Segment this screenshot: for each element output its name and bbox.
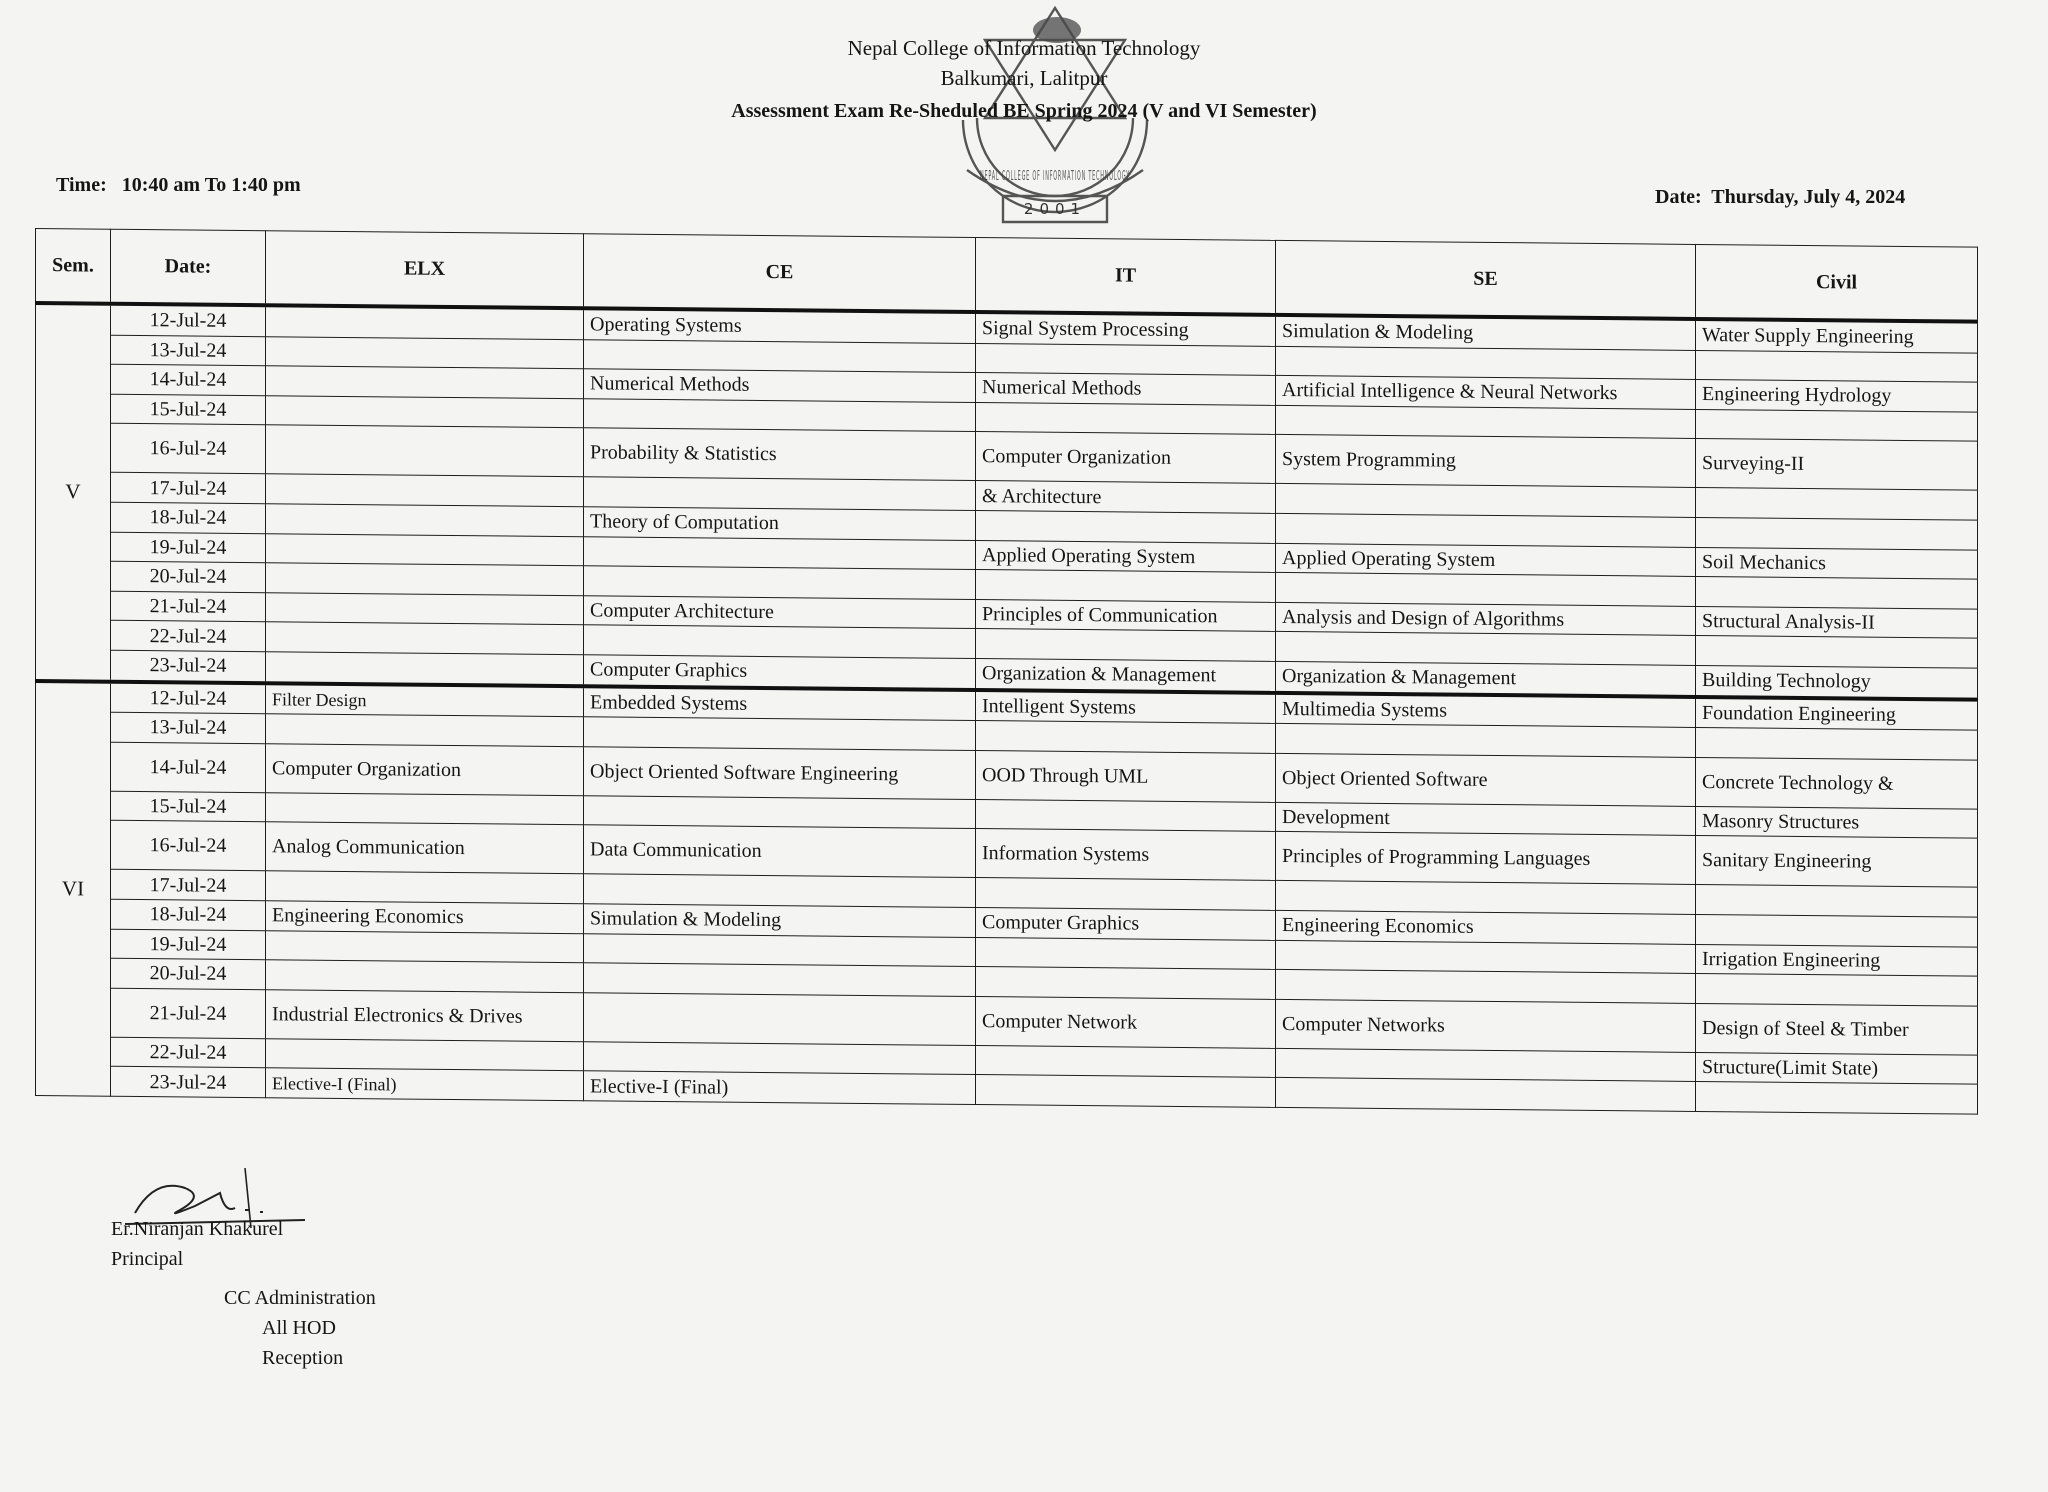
semester-label-vi: VI (36, 681, 111, 1097)
it-cell (976, 967, 1276, 999)
date-cell: 23-Jul-24 (111, 650, 266, 683)
se-cell: Development (1276, 802, 1696, 836)
it-cell (976, 937, 1276, 969)
semester-label-v: V (36, 303, 111, 681)
it-cell (976, 629, 1276, 661)
se-cell (1276, 970, 1696, 1004)
ce-cell: Numerical Methods (584, 369, 976, 402)
date-cell: 14-Jul-24 (111, 742, 266, 792)
cc-item-hod: All HOD (262, 1317, 336, 1339)
civil-cell (1696, 488, 1978, 520)
date-cell: 15-Jul-24 (111, 394, 266, 425)
it-cell: OOD Through UML (976, 750, 1276, 802)
civil-cell: Sanitary Engineering (1696, 836, 1978, 888)
ce-cell (584, 566, 976, 599)
civil-cell (1696, 577, 1978, 609)
time-label: Time: (56, 174, 107, 196)
semester-vi-rows (36, 681, 1978, 1114)
date-cell: 20-Jul-24 (111, 958, 266, 989)
se-cell: Simulation & Modeling (1276, 315, 1696, 350)
elx-cell (266, 366, 584, 399)
date-cell: 20-Jul-24 (111, 561, 266, 592)
time-value: 10:40 am To 1:40 pm (121, 174, 301, 196)
elx-cell (266, 592, 584, 625)
date-label: Date: (1655, 186, 1702, 208)
se-cell: Analysis and Design of Algorithms (1276, 602, 1696, 636)
date-cell: 18-Jul-24 (111, 502, 266, 533)
date-cell: 17-Jul-24 (111, 870, 266, 901)
elx-cell (266, 1038, 584, 1071)
it-cell: & Architecture (976, 481, 1276, 513)
se-cell (1276, 881, 1696, 915)
it-cell (976, 570, 1276, 602)
column-header-ce: CE (584, 234, 976, 312)
signer-name: Er.Niranjan Khakurel (111, 1218, 284, 1240)
elx-cell (266, 395, 584, 428)
civil-cell (1696, 885, 1978, 917)
se-cell (1276, 346, 1696, 380)
it-cell: Applied Operating System (976, 540, 1276, 572)
se-cell: Object Oriented Software (1276, 753, 1696, 806)
civil-cell (1696, 1082, 1978, 1114)
civil-cell (1696, 350, 1978, 382)
column-header-se: SE (1276, 240, 1696, 319)
ce-cell (584, 963, 976, 996)
civil-cell: Water Supply Engineering (1696, 319, 1978, 353)
elx-cell (266, 305, 584, 339)
civil-cell: Masonry Structures (1696, 806, 1978, 838)
it-cell: Principles of Communication (976, 599, 1276, 631)
elx-cell (266, 425, 584, 477)
civil-cell: Concrete Technology & (1696, 757, 1978, 809)
elx-cell (266, 930, 584, 963)
civil-cell: Design of Steel & Timber (1696, 1003, 1978, 1055)
se-cell (1276, 632, 1696, 666)
it-cell: Signal System Processing (976, 312, 1276, 346)
elx-cell: Industrial Electronics & Drives (266, 989, 584, 1041)
se-cell: Principles of Programming Languages (1276, 832, 1696, 885)
elx-cell (266, 871, 584, 904)
date-cell: 19-Jul-24 (111, 929, 266, 960)
date-cell: 19-Jul-24 (111, 532, 266, 563)
ce-cell: Computer Graphics (584, 655, 976, 690)
elx-cell (266, 563, 584, 596)
it-cell (976, 1075, 1276, 1107)
ce-cell (584, 477, 976, 510)
elx-cell: Engineering Economics (266, 901, 584, 934)
elx-cell (266, 652, 584, 686)
civil-cell (1696, 914, 1978, 946)
it-cell: Computer Network (976, 996, 1276, 1048)
civil-cell: Surveying-II (1696, 439, 1978, 491)
date-cell: 14-Jul-24 (111, 364, 266, 395)
semester-v-rows (36, 303, 1978, 699)
se-cell (1276, 405, 1696, 439)
date-cell: 12-Jul-24 (111, 304, 266, 337)
elx-cell: Elective-I (Final) (266, 1068, 584, 1101)
se-cell: Applied Operating System (1276, 543, 1696, 577)
ce-cell: Operating Systems (584, 308, 976, 343)
date-cell: 17-Jul-24 (111, 473, 266, 504)
ce-cell: Embedded Systems (584, 686, 976, 721)
notice-date (1655, 186, 1905, 209)
se-cell: Computer Networks (1276, 999, 1696, 1052)
ce-cell (584, 992, 976, 1045)
date-cell: 12-Jul-24 (111, 681, 266, 714)
ce-cell (584, 339, 976, 372)
date-cell: 21-Jul-24 (111, 988, 266, 1038)
civil-cell: Building Technology (1696, 665, 1978, 699)
elx-cell (266, 474, 584, 507)
elx-cell (266, 622, 584, 655)
civil-cell (1696, 517, 1978, 549)
se-cell (1276, 1048, 1696, 1082)
college-address: Balkumari, Lalitpur (940, 66, 1108, 90)
seal-text: NEPAL COLLEGE OF INFORMATION TECHNOLOGY (980, 169, 1130, 184)
date-cell: 16-Jul-24 (111, 821, 266, 871)
se-cell: Multimedia Systems (1276, 692, 1696, 727)
exam-schedule-table (35, 228, 1978, 1115)
se-cell (1276, 940, 1696, 974)
date-value: Thursday, July 4, 2024 (1711, 186, 1906, 208)
se-cell: System Programming (1276, 435, 1696, 488)
it-cell (976, 878, 1276, 910)
date-cell: 22-Jul-24 (111, 621, 266, 652)
ce-cell: Object Oriented Software Engineering (584, 746, 976, 799)
date-cell: 16-Jul-24 (111, 424, 266, 474)
ce-cell (584, 933, 976, 966)
cc-list (224, 1283, 376, 1373)
se-cell (1276, 513, 1696, 547)
civil-cell: Irrigation Engineering (1696, 944, 1978, 976)
elx-cell (266, 336, 584, 369)
date-cell: 13-Jul-24 (111, 335, 266, 366)
ce-cell: Probability & Statistics (584, 428, 976, 481)
date-cell: 22-Jul-24 (111, 1037, 266, 1068)
exam-time (56, 174, 301, 197)
elx-cell (266, 960, 584, 993)
seal-year: 2001 (1023, 200, 1087, 218)
ce-cell: Elective-I (Final) (584, 1071, 976, 1104)
signer-role: Principal (111, 1248, 184, 1270)
elx-cell (266, 792, 584, 825)
cc-label: CC (224, 1287, 251, 1309)
it-cell: Organization & Management (976, 658, 1276, 692)
se-cell: Artificial Intelligence & Neural Networks (1276, 376, 1696, 410)
it-cell: Computer Organization (976, 432, 1276, 484)
se-cell (1276, 1078, 1696, 1112)
it-cell (976, 1045, 1276, 1077)
ce-cell: Computer Architecture (584, 596, 976, 629)
ce-cell: Simulation & Modeling (584, 904, 976, 937)
it-cell (976, 721, 1276, 753)
it-cell: Computer Graphics (976, 907, 1276, 939)
date-cell: 23-Jul-24 (111, 1067, 266, 1098)
civil-cell (1696, 728, 1978, 760)
it-cell (976, 402, 1276, 434)
cc-item-administration: Administration (254, 1287, 376, 1309)
ce-cell (584, 625, 976, 658)
elx-cell: Analog Communication (266, 822, 584, 874)
column-header-civil: Civil (1696, 244, 1978, 321)
it-cell (976, 799, 1276, 831)
se-cell (1276, 573, 1696, 607)
se-cell: Engineering Economics (1276, 910, 1696, 944)
date-cell: 18-Jul-24 (111, 899, 266, 930)
schedule-title: Assessment Exam Re-Sheduled BE Spring 2024 (V and VI Semester) (731, 100, 1317, 122)
ce-cell (584, 399, 976, 432)
ce-cell (584, 536, 976, 569)
civil-cell: Structure(Limit State) (1696, 1052, 1978, 1084)
cc-item-reception: Reception (262, 1347, 344, 1369)
column-header-sem: Sem. (36, 229, 111, 304)
ce-cell: Data Communication (584, 825, 976, 878)
civil-cell: Foundation Engineering (1696, 696, 1978, 730)
ce-cell (584, 1041, 976, 1074)
it-cell: Information Systems (976, 829, 1276, 881)
civil-cell (1696, 974, 1978, 1006)
ce-cell (584, 717, 976, 750)
ce-cell (584, 874, 976, 907)
column-header-it: IT (976, 238, 1276, 315)
elx-cell: Filter Design (266, 683, 584, 717)
ce-cell (584, 795, 976, 828)
date-cell: 15-Jul-24 (111, 791, 266, 822)
it-cell (976, 343, 1276, 375)
civil-cell (1696, 409, 1978, 441)
cc-item (224, 1283, 376, 1313)
civil-cell: Engineering Hydrology (1696, 380, 1978, 412)
elx-cell (266, 504, 584, 537)
it-cell: Intelligent Systems (976, 690, 1276, 724)
elx-cell (266, 714, 584, 747)
it-cell: Numerical Methods (976, 373, 1276, 405)
se-cell (1276, 724, 1696, 758)
column-header-elx: ELX (266, 231, 584, 309)
civil-cell: Soil Mechanics (1696, 547, 1978, 579)
ce-cell: Theory of Computation (584, 507, 976, 540)
civil-cell (1696, 636, 1978, 668)
date-cell: 21-Jul-24 (111, 591, 266, 622)
elx-cell (266, 533, 584, 566)
se-cell: Organization & Management (1276, 661, 1696, 696)
column-header-date: Date: (111, 229, 266, 305)
elx-cell: Computer Organization (266, 743, 584, 795)
civil-cell: Structural Analysis-II (1696, 606, 1978, 638)
date-cell: 13-Jul-24 (111, 712, 266, 743)
college-name: Nepal College of Information Technology (847, 36, 1201, 60)
it-cell (976, 510, 1276, 542)
se-cell (1276, 484, 1696, 518)
